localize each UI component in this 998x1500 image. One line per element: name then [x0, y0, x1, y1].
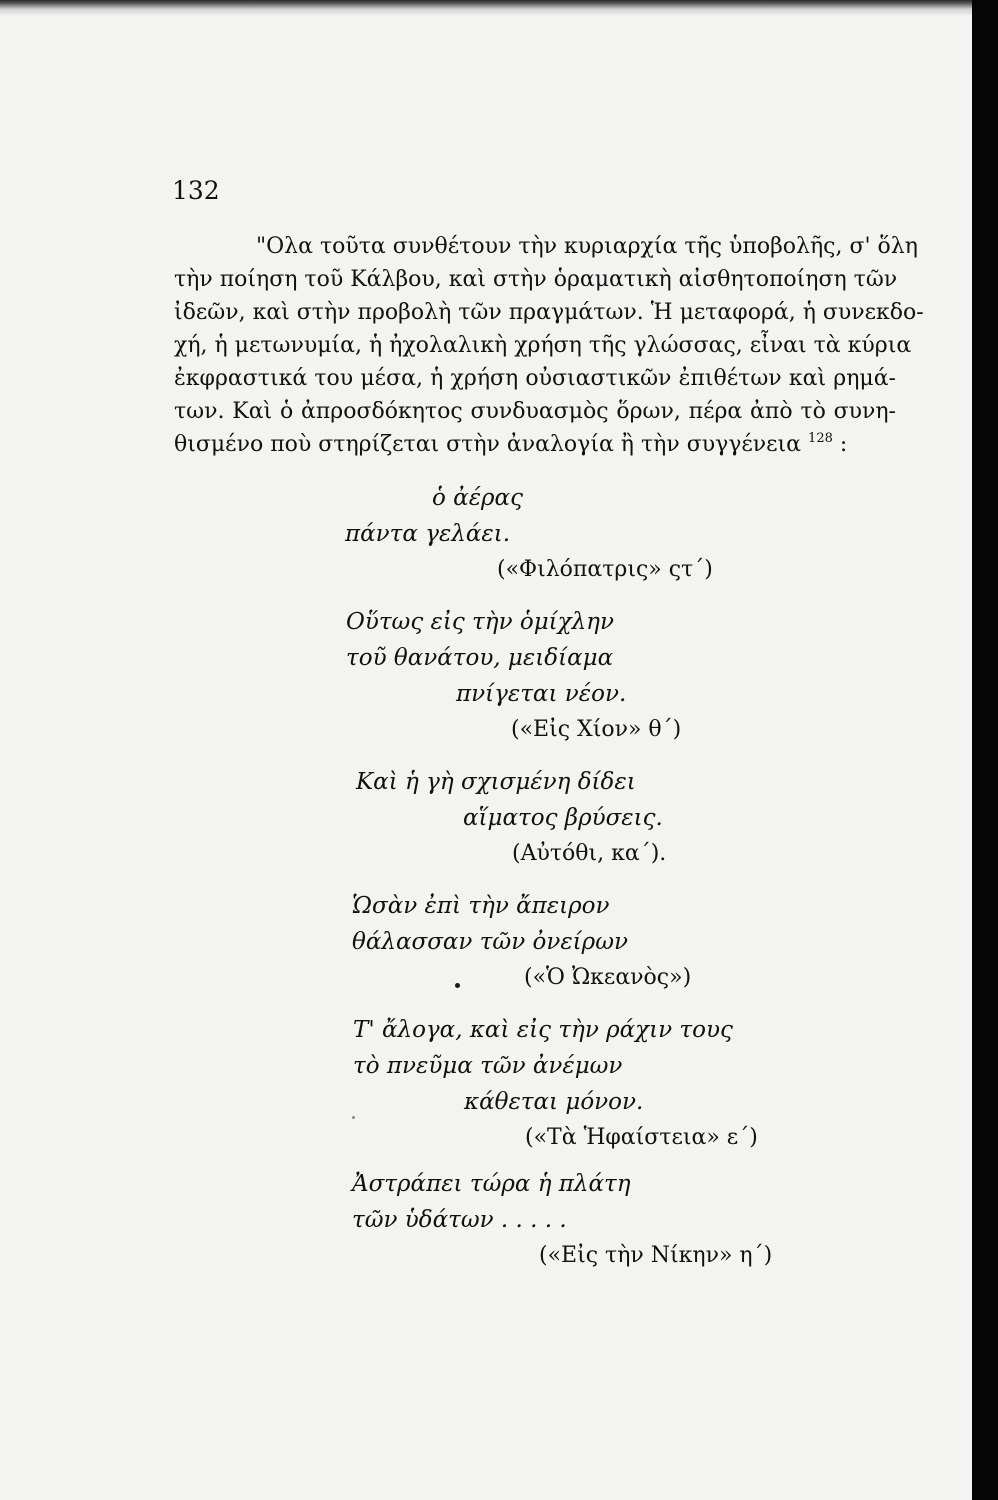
verse-line: πνίγεται νέον. [456, 681, 627, 707]
paragraph-line: "Ολα τοῦτα συνθέτουν τὴν κυριαρχία τῆς ὑποβολῆς, σ' ὅλη [256, 234, 918, 259]
verse-line: τοῦ θανάτου, μειδίαμα [346, 645, 614, 671]
paragraph-line: χή, ἡ μετωνυμία, ἡ ἠχολαλικὴ χρήση τῆς γλώσσας, εἶναι τὰ κύρια [174, 333, 912, 358]
verse-line: θάλασσαν τῶν ὀνείρων [352, 929, 628, 955]
verse-line: Ἀστράπει τώρα ἡ πλάτη [352, 1171, 631, 1197]
paragraph-line: ἐκφραστικά του μέσα, ἡ χρήση οὐσιαστικῶν ἐπιθέτων καὶ ρημά- [174, 366, 896, 391]
verse-source: («Ὁ Ὠκεανὸς») [524, 965, 692, 990]
verse-line: τῶν ὑδάτων . . . . . [352, 1207, 567, 1233]
verse-line: Οὕτως εἰς τὴν ὁμίχλην [346, 609, 614, 635]
page-number: 132 [172, 176, 220, 205]
verse-line: αἵματος βρύσεις. [463, 805, 663, 831]
verse-source: («Φιλόπατρις» ςτ΄) [497, 557, 713, 582]
paragraph-line: ἰδεῶν, καὶ στὴν προβολὴ τῶν πραγμάτων. Ἡ μεταφορά, ἡ συνεκδο- [174, 300, 924, 325]
verse-source: (Αὐτόθι, κα΄). [512, 841, 667, 866]
paragraph-line: θισμένο ποὺ στηρίζεται στὴν ἀναλογία ἢ τὴν συγγένεια [174, 432, 802, 457]
verse-source: («Εἰς τὴν Νίκην» η΄) [539, 1243, 773, 1268]
verse-line: τὸ πνεῦμα τῶν ἀνέμων [353, 1053, 623, 1079]
paragraph-line-last [174, 428, 896, 461]
verse-line: πάντα γελάει. [345, 521, 511, 547]
print-dot [455, 983, 460, 988]
verse-source: («Τὰ Ἡφαίστεια» ε΄) [525, 1125, 758, 1150]
verse-line: Καὶ ἡ γὴ σχισμένη δίδει [356, 769, 636, 795]
verse-line: ὁ ἀέρας [432, 485, 523, 511]
body-paragraph [174, 230, 924, 461]
paragraph-line: των. Καὶ ὁ ἀπροσδόκητος συνδυασμὸς ὅρων, πέρα ἀπὸ τὸ συνη- [174, 399, 896, 424]
verse-line: κάθεται μόνον. [464, 1089, 644, 1115]
closing-punctuation: : [832, 432, 848, 457]
verse-line: Ὡσὰν ἐπὶ τὴν ἄπειρον [352, 893, 610, 919]
scan-right-border [972, 0, 998, 1500]
print-speck [352, 1116, 355, 1119]
verse-line: Τ' ἄλογα, καὶ εἰς τὴν ράχιν τους [353, 1017, 733, 1043]
paragraph-line: τὴν ποίηση τοῦ Κάλβου, καὶ στὴν ὁραματικὴ αἰσθητοποίηση τῶν [174, 267, 898, 292]
footnote-reference: 128 [808, 431, 833, 446]
scan-top-edge [0, 0, 972, 16]
verse-source: («Εἰς Χίον» θ΄) [511, 717, 682, 742]
